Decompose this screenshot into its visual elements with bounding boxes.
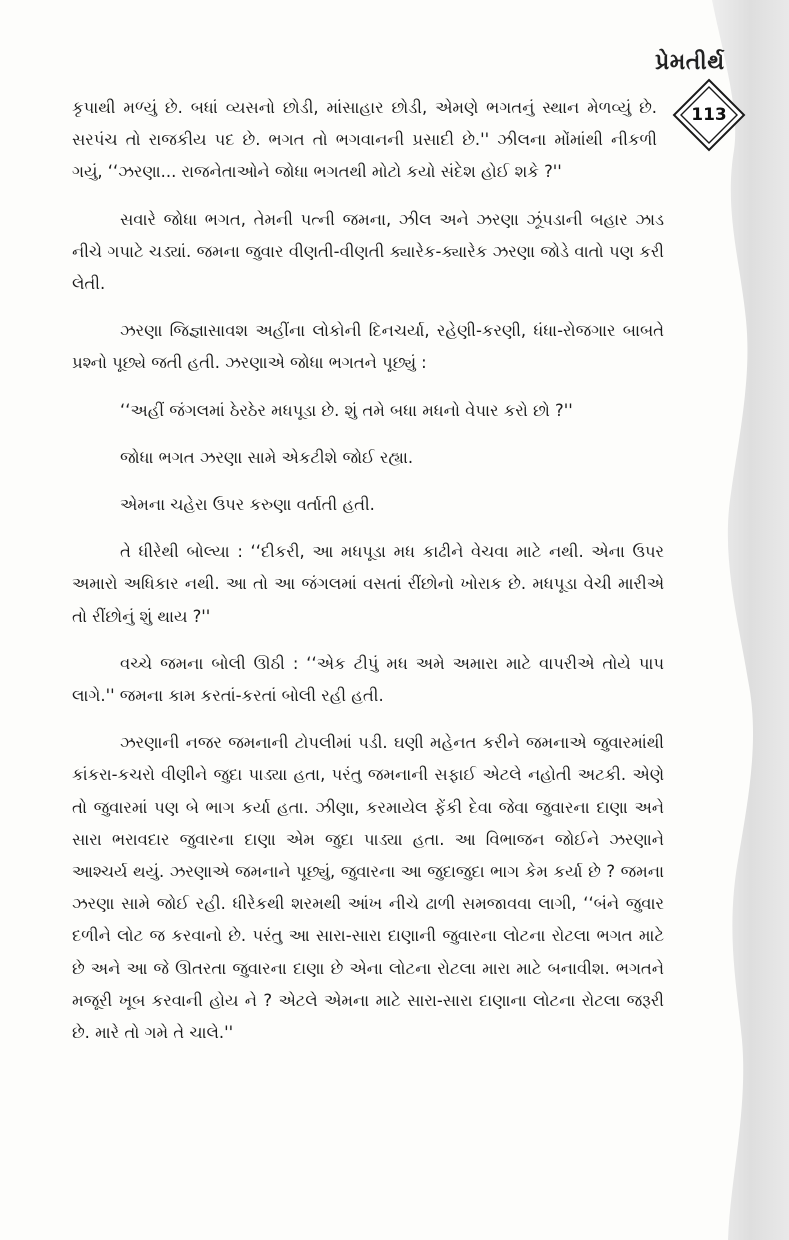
paragraph-2: સવારે જોધા ભગત, તેમની પત્ની જમના, ઝીલ અને ઝરણા ઝૂંપડાની બહાર ઝાડ નીચે ગપાટે ચડ્યાં. જમના જુવાર વીણતી-વીણતી ક્યારેક-ક્યારેક ઝરણા જોડે વાતો પણ કરી લેતી. (72, 209, 664, 294)
paragraph-7: તે ધીરેથી બોલ્યા : ‘‘દીકરી, આ મધપૂડા મધ કાઢીને વેચવા માટે નથી. એના ઉપર અમારો અધિકાર નથી. આ તો આ જંગલમાં વસતાં રીંછોનો ખોરાક છે. મધપૂડા વેચી મારીએ તો રીંછોનું શું થાય ?'' (72, 542, 664, 626)
paragraph-8: વચ્ચે જમના બોલી ઊઠી : ‘‘એક ટીપું મધ અમે અમારા માટે વાપરીએ તોયે પાપ લાગે.'' જમના કામ કરતાં-કરતાં બોલી રહી હતી. (72, 653, 664, 706)
paragraph-1: કૃપાથી મળ્યું છે. બધાં વ્યસનો છોડી, માંસાહાર છોડી, એમણે ભગતનું સ્થાન મેળવ્યું છે. સરપંચ તો રાજકીય પદ છે. ભગત તો ભગવાનની પ્રસાદી છે.'' ઝીલના મોંમાંથી નીકળી ગયું, ‘‘ઝરણા... રાજનેતાઓને જોધા ભગતથી મોટો કયો સંદેશ હોઈ શકે ?'' (72, 98, 657, 182)
paragraph-9: ઝરણાની નજર જમનાની ટોપલીમાં પડી. ઘણી મહેનત કરીને જમનાએ જુવારમાંથી કાંકરા-કચરો વીણીને જુદા પાડ્યા હતા, પરંતુ જમનાની સફાઈ એટલે નહોતી અટકી. એણે તો જુવારમાં પણ બે ભાગ કર્યા હતા. ઝીણા, કરમાયેલ ફેંકી દેવા જેવા જુવારના દાણા અને સારા ભરાવદાર જુવારના દાણા એમ જુદા પાડ્યા હતા. આ વિભાજન જોઈને ઝરણાને આશ્ચર્ય થયું. ઝરણાએ જમનાને પૂછ્યું, જુવારના આ જુદાજુદા ભાગ કેમ કર્યા છે ? જમના ઝરણા સામે જોઈ રહી. ધીરેકથી શરમથી આંખ નીચે ઢાળી સમજાવવા લાગી, ‘‘બંને જુવાર દળીને લોટ જ કરવાનો છે. પરંતુ આ સારા-સારા દાણાની જુવારના લોટના રોટલા ભગત માટે છે અને આ જે ઊતરતા જુવારના દાણા છે એના લોટના રોટલા મારા માટે બનાવીશ. ભગતને મજૂરી ખૂબ કરવાની હોય ને ? એટલે એમના માટે સારા-સારા દાણાના લોટના રોટલા જરૂરી છે. મારે તો ગમે તે ચાલે.'' (72, 733, 664, 1043)
running-title: પ્રેમતીર્થ (655, 50, 725, 75)
paragraph-5: જોધા ભગત ઝરણા સામે એકટીશે જોઈ રહ્યા. (120, 447, 414, 467)
page-number: 113 (691, 105, 727, 125)
body-text (72, 92, 664, 1064)
paragraph-6: એમના ચહેરા ઉપર કરુણા વર્તાતી હતી. (120, 495, 375, 515)
paragraph-4: ‘‘અહીં જંગલમાં ઠેરઠેર મધપૂડા છે. શું તમે બધા મધનો વેપાર કરો છો ?'' (120, 400, 573, 420)
page-number-badge (672, 78, 746, 152)
paragraph-3: ઝરણા જિજ્ઞાસાવશ અહીંના લોકોની દિનચર્યા, રહેણી-કરણી, ધંધા-રોજગાર બાબતે પ્રશ્નો પૂછ્યે જતી હતી. ઝરણાએ જોધા ભગતને પૂછ્યું : (72, 321, 664, 373)
